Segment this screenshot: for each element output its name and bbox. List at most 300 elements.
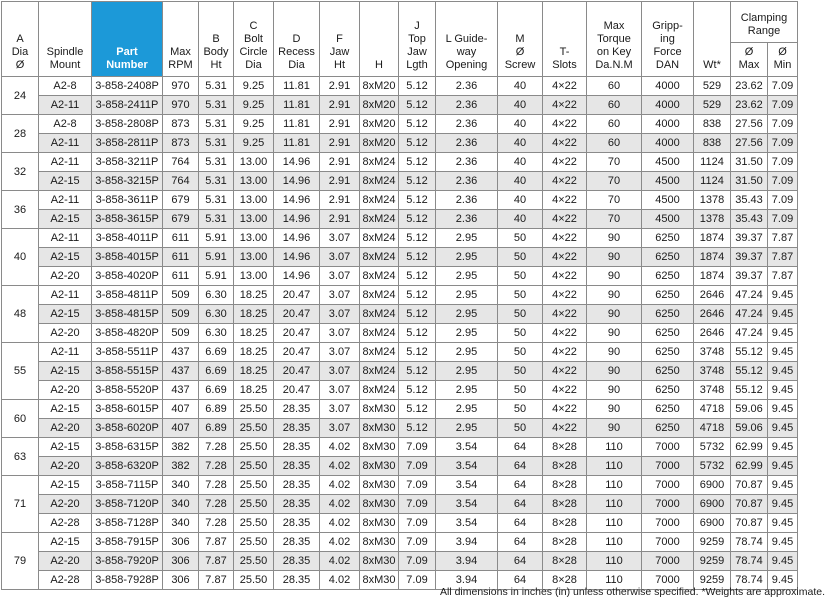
table-row — [2, 419, 831, 438]
cell-recess-dia: 28.35 — [274, 533, 320, 552]
cell-screw: 40 — [498, 96, 543, 115]
cell-jaw-ht: 3.07 — [320, 324, 360, 343]
cell-jaw-ht: 4.02 — [320, 476, 360, 495]
cell-jaw-ht: 4.02 — [320, 571, 360, 590]
cell-jaw-ht: 2.91 — [320, 153, 360, 172]
cell-h: 8xM24 — [360, 324, 399, 343]
cell-part-number: 3-858-7920P — [92, 552, 163, 571]
header-line: Torque — [597, 33, 631, 45]
cell-h: 8xM30 — [360, 552, 399, 571]
cell-max-torque: 90 — [587, 305, 642, 324]
cell-dia: 40 — [2, 229, 39, 286]
cell-clamp-min: 9.45 — [768, 514, 798, 533]
cell-h: 8xM30 — [360, 476, 399, 495]
table-row — [2, 324, 831, 343]
cell-t-slots: 4×22 — [543, 324, 587, 343]
cell-recess-dia: 11.81 — [274, 96, 320, 115]
cell-part-number: 3-858-7915P — [92, 533, 163, 552]
cell-max-torque: 110 — [587, 514, 642, 533]
header-line: F — [336, 33, 343, 45]
cell-t-slots: 8×28 — [543, 457, 587, 476]
cell-body-ht: 7.28 — [199, 457, 234, 476]
cell-weight: 529 — [694, 96, 731, 115]
header-line: Da.N.M — [595, 59, 633, 71]
table-row — [2, 77, 831, 96]
cell-guideway: 2.95 — [436, 324, 498, 343]
cell-weight: 2646 — [694, 324, 731, 343]
cell-clamp-max: 59.06 — [731, 400, 768, 419]
cell-part-number: 3-858-4811P — [92, 286, 163, 305]
cell-weight: 3748 — [694, 381, 731, 400]
cell-clamp-min: 7.87 — [768, 267, 798, 286]
cell-guideway: 2.95 — [436, 229, 498, 248]
col-top-jaw — [399, 2, 436, 77]
cell-bolt-circle: 25.50 — [234, 552, 274, 571]
cell-clamp-max: 27.56 — [731, 115, 768, 134]
cell-max-torque: 90 — [587, 343, 642, 362]
cell-clamp-min: 9.45 — [768, 324, 798, 343]
cell-part-number: 3-858-4011P — [92, 229, 163, 248]
cell-recess-dia: 11.81 — [274, 134, 320, 153]
cell-bolt-circle: 13.00 — [234, 191, 274, 210]
cell-recess-dia: 28.35 — [274, 571, 320, 590]
cell-clamp-max: 70.87 — [731, 476, 768, 495]
cell-clamp-max: 47.24 — [731, 305, 768, 324]
cell-dia: 79 — [2, 533, 39, 590]
cell-top-jaw: 7.09 — [399, 533, 436, 552]
cell-recess-dia: 28.35 — [274, 476, 320, 495]
cell-part-number: 3-858-2808P — [92, 115, 163, 134]
cell-h: 8xM30 — [360, 400, 399, 419]
cell-bolt-circle: 9.25 — [234, 96, 274, 115]
cell-bolt-circle: 25.50 — [234, 571, 274, 590]
header-line: Slots — [552, 59, 577, 71]
cell-screw: 64 — [498, 495, 543, 514]
cell-guideway: 3.54 — [436, 476, 498, 495]
cell-clamp-min: 9.45 — [768, 571, 798, 590]
table-row — [2, 476, 831, 495]
header-line: Screw — [504, 59, 536, 71]
cell-weight: 9259 — [694, 533, 731, 552]
cell-spindle-mount: A2-11 — [39, 343, 92, 362]
cell-guideway: 3.54 — [436, 457, 498, 476]
cell-max-rpm: 509 — [163, 324, 199, 343]
cell-gripping-force: 6250 — [642, 305, 694, 324]
cell-spindle-mount: A2-11 — [39, 286, 92, 305]
cell-body-ht: 5.91 — [199, 267, 234, 286]
cell-bolt-circle: 13.00 — [234, 172, 274, 191]
header-line: Wt* — [703, 59, 721, 71]
cell-clamp-max: 78.74 — [731, 571, 768, 590]
cell-max-rpm: 611 — [163, 229, 199, 248]
cell-max-rpm: 764 — [163, 153, 199, 172]
cell-spindle-mount: A2-11 — [39, 229, 92, 248]
cell-bolt-circle: 18.25 — [234, 343, 274, 362]
cell-part-number: 3-858-4820P — [92, 324, 163, 343]
header-line: Recess — [278, 46, 315, 58]
cell-max-torque: 110 — [587, 533, 642, 552]
cell-guideway: 2.95 — [436, 381, 498, 400]
table-row — [2, 248, 831, 267]
cell-clamp-min: 7.09 — [768, 191, 798, 210]
cell-guideway: 2.95 — [436, 343, 498, 362]
cell-max-rpm: 679 — [163, 191, 199, 210]
cell-max-torque: 70 — [587, 210, 642, 229]
cell-spindle-mount: A2-15 — [39, 476, 92, 495]
header-line: on Key — [596, 46, 632, 58]
cell-top-jaw: 5.12 — [399, 381, 436, 400]
cell-guideway: 2.95 — [436, 286, 498, 305]
cell-max-rpm: 970 — [163, 96, 199, 115]
cell-part-number: 3-858-6320P — [92, 457, 163, 476]
cell-weight: 529 — [694, 77, 731, 96]
cell-body-ht: 6.89 — [199, 400, 234, 419]
cell-clamp-max: 62.99 — [731, 438, 768, 457]
cell-max-rpm: 611 — [163, 248, 199, 267]
cell-bolt-circle: 25.50 — [234, 495, 274, 514]
cell-t-slots: 4×22 — [543, 115, 587, 134]
cell-bolt-circle: 18.25 — [234, 381, 274, 400]
cell-max-rpm: 873 — [163, 134, 199, 153]
col-body-ht — [199, 2, 234, 77]
cell-max-torque: 90 — [587, 248, 642, 267]
cell-max-torque: 60 — [587, 115, 642, 134]
cell-bolt-circle: 13.00 — [234, 153, 274, 172]
cell-gripping-force: 7000 — [642, 571, 694, 590]
cell-max-rpm: 437 — [163, 343, 199, 362]
cell-h: 8xM24 — [360, 191, 399, 210]
col-screw — [498, 2, 543, 77]
cell-guideway: 2.36 — [436, 191, 498, 210]
cell-clamp-max: 35.43 — [731, 210, 768, 229]
cell-dia: 71 — [2, 476, 39, 533]
header-line: Dia — [288, 59, 305, 71]
header-line: M — [515, 33, 525, 45]
header-line: Lgth — [406, 59, 428, 71]
cell-jaw-ht: 4.02 — [320, 457, 360, 476]
cell-recess-dia: 28.35 — [274, 419, 320, 438]
cell-max-torque: 110 — [587, 552, 642, 571]
cell-body-ht: 7.28 — [199, 514, 234, 533]
cell-spindle-mount: A2-15 — [39, 248, 92, 267]
cell-h: 8xM20 — [360, 96, 399, 115]
cell-max-rpm: 382 — [163, 457, 199, 476]
header-line: DAN — [655, 59, 680, 71]
cell-weight: 1378 — [694, 191, 731, 210]
cell-part-number: 3-858-4015P — [92, 248, 163, 267]
header-line: RPM — [168, 59, 193, 71]
col-spindle-mount — [39, 2, 92, 77]
cell-gripping-force: 4500 — [642, 153, 694, 172]
cell-body-ht: 5.31 — [199, 96, 234, 115]
header-line: Opening — [445, 59, 488, 71]
cell-recess-dia: 14.96 — [274, 229, 320, 248]
cell-weight: 3748 — [694, 362, 731, 381]
cell-gripping-force: 7000 — [642, 476, 694, 495]
col-part-number — [92, 2, 163, 77]
cell-dia: 63 — [2, 438, 39, 476]
cell-guideway: 2.95 — [436, 419, 498, 438]
cell-top-jaw: 5.12 — [399, 362, 436, 381]
cell-recess-dia: 14.96 — [274, 172, 320, 191]
cell-weight: 5732 — [694, 438, 731, 457]
cell-screw: 40 — [498, 115, 543, 134]
cell-jaw-ht: 3.07 — [320, 305, 360, 324]
cell-max-torque: 90 — [587, 229, 642, 248]
cell-weight: 838 — [694, 115, 731, 134]
cell-part-number: 3-858-4020P — [92, 267, 163, 286]
cell-jaw-ht: 3.07 — [320, 343, 360, 362]
table-row — [2, 115, 831, 134]
table-row — [2, 153, 831, 172]
table-body — [2, 77, 831, 590]
cell-max-rpm: 306 — [163, 533, 199, 552]
cell-bolt-circle: 18.25 — [234, 362, 274, 381]
header-line: Top — [408, 33, 426, 45]
cell-gripping-force: 6250 — [642, 419, 694, 438]
header-line: C — [249, 20, 258, 32]
cell-recess-dia: 28.35 — [274, 438, 320, 457]
cell-guideway: 3.94 — [436, 571, 498, 590]
header-line: L Guide- — [445, 33, 488, 45]
header-line: Ø — [744, 46, 754, 58]
cell-top-jaw: 5.12 — [399, 324, 436, 343]
cell-clamp-max: 31.50 — [731, 172, 768, 191]
header-line: Dia — [245, 59, 262, 71]
cell-part-number: 3-858-5520P — [92, 381, 163, 400]
cell-spindle-mount: A2-11 — [39, 153, 92, 172]
header-line: J — [414, 20, 420, 32]
header-line: Jaw — [329, 46, 350, 58]
cell-clamp-min: 7.09 — [768, 77, 798, 96]
cell-clamp-min: 7.87 — [768, 248, 798, 267]
cell-body-ht: 6.69 — [199, 381, 234, 400]
cell-weight: 1378 — [694, 210, 731, 229]
cell-bolt-circle: 18.25 — [234, 324, 274, 343]
header-line: D — [292, 33, 301, 45]
cell-clamp-min: 7.09 — [768, 210, 798, 229]
cell-screw: 50 — [498, 343, 543, 362]
cell-top-jaw: 5.12 — [399, 229, 436, 248]
cell-gripping-force: 6250 — [642, 362, 694, 381]
cell-clamp-max: 70.87 — [731, 514, 768, 533]
col-dia — [2, 2, 39, 77]
cell-body-ht: 5.91 — [199, 248, 234, 267]
cell-recess-dia: 28.35 — [274, 495, 320, 514]
cell-top-jaw: 5.12 — [399, 96, 436, 115]
table-row — [2, 400, 831, 419]
cell-guideway: 2.36 — [436, 210, 498, 229]
cell-max-torque: 90 — [587, 286, 642, 305]
cell-weight: 1124 — [694, 153, 731, 172]
cell-recess-dia: 20.47 — [274, 286, 320, 305]
cell-clamp-min: 9.45 — [768, 476, 798, 495]
cell-bolt-circle: 13.00 — [234, 267, 274, 286]
table-row — [2, 172, 831, 191]
cell-guideway: 2.36 — [436, 96, 498, 115]
cell-spindle-mount: A2-28 — [39, 571, 92, 590]
cell-t-slots: 4×22 — [543, 267, 587, 286]
header-line: Circle — [239, 46, 268, 58]
cell-max-torque: 110 — [587, 438, 642, 457]
cell-part-number: 3-858-7115P — [92, 476, 163, 495]
cell-guideway: 2.95 — [436, 248, 498, 267]
cell-h: 8xM24 — [360, 381, 399, 400]
cell-screw: 64 — [498, 438, 543, 457]
cell-spindle-mount: A2-15 — [39, 172, 92, 191]
col-clamping-range — [731, 2, 798, 43]
cell-h: 8xM24 — [360, 153, 399, 172]
cell-bolt-circle: 18.25 — [234, 286, 274, 305]
cell-weight: 9259 — [694, 552, 731, 571]
cell-clamp-max: 47.24 — [731, 324, 768, 343]
cell-screw: 50 — [498, 400, 543, 419]
cell-screw: 40 — [498, 172, 543, 191]
table-row — [2, 267, 831, 286]
cell-top-jaw: 7.09 — [399, 552, 436, 571]
cell-weight: 6900 — [694, 514, 731, 533]
cell-bolt-circle: 13.00 — [234, 210, 274, 229]
table-row — [2, 438, 831, 457]
cell-body-ht: 5.31 — [199, 115, 234, 134]
cell-top-jaw: 7.09 — [399, 438, 436, 457]
cell-spindle-mount: A2-15 — [39, 400, 92, 419]
cell-clamp-max: 23.62 — [731, 77, 768, 96]
header-line: Part — [116, 46, 138, 58]
cell-weight: 1124 — [694, 172, 731, 191]
cell-recess-dia: 11.81 — [274, 115, 320, 134]
cell-part-number: 3-858-2408P — [92, 77, 163, 96]
cell-jaw-ht: 2.91 — [320, 134, 360, 153]
cell-screw: 50 — [498, 305, 543, 324]
cell-max-rpm: 407 — [163, 419, 199, 438]
cell-max-rpm: 382 — [163, 438, 199, 457]
cell-clamp-min: 7.09 — [768, 115, 798, 134]
header-line: Force — [653, 46, 682, 58]
cell-bolt-circle: 25.50 — [234, 457, 274, 476]
cell-jaw-ht: 3.07 — [320, 362, 360, 381]
cell-part-number: 3-858-6315P — [92, 438, 163, 457]
cell-jaw-ht: 3.07 — [320, 381, 360, 400]
cell-gripping-force: 7000 — [642, 533, 694, 552]
header-line: Bolt — [244, 33, 263, 45]
table-row — [2, 381, 831, 400]
cell-guideway: 2.36 — [436, 153, 498, 172]
cell-t-slots: 4×22 — [543, 343, 587, 362]
cell-clamp-max: 47.24 — [731, 286, 768, 305]
cell-max-rpm: 970 — [163, 77, 199, 96]
cell-guideway: 3.94 — [436, 533, 498, 552]
cell-spindle-mount: A2-20 — [39, 381, 92, 400]
cell-max-torque: 90 — [587, 400, 642, 419]
cell-gripping-force: 6250 — [642, 248, 694, 267]
cell-gripping-force: 4000 — [642, 115, 694, 134]
cell-part-number: 3-858-7928P — [92, 571, 163, 590]
cell-h: 8xM30 — [360, 571, 399, 590]
cell-clamp-max: 62.99 — [731, 457, 768, 476]
header-line: Gripp- — [652, 20, 683, 32]
cell-clamp-min: 7.09 — [768, 172, 798, 191]
cell-gripping-force: 7000 — [642, 514, 694, 533]
cell-h: 8xM24 — [360, 267, 399, 286]
cell-max-rpm: 306 — [163, 571, 199, 590]
cell-body-ht: 5.31 — [199, 172, 234, 191]
cell-dia: 32 — [2, 153, 39, 191]
table-row — [2, 457, 831, 476]
cell-h: 8xM24 — [360, 248, 399, 267]
cell-weight: 6900 — [694, 476, 731, 495]
header-line: Ø — [15, 59, 25, 71]
cell-clamp-min: 9.45 — [768, 400, 798, 419]
cell-part-number: 3-858-4815P — [92, 305, 163, 324]
cell-max-rpm: 611 — [163, 267, 199, 286]
cell-spindle-mount: A2-11 — [39, 191, 92, 210]
cell-recess-dia: 14.96 — [274, 191, 320, 210]
cell-clamp-min: 9.45 — [768, 552, 798, 571]
cell-guideway: 3.54 — [436, 438, 498, 457]
cell-jaw-ht: 3.07 — [320, 267, 360, 286]
cell-t-slots: 8×28 — [543, 495, 587, 514]
cell-dia: 48 — [2, 286, 39, 343]
cell-guideway: 2.36 — [436, 172, 498, 191]
cell-jaw-ht: 4.02 — [320, 552, 360, 571]
cell-screw: 50 — [498, 286, 543, 305]
cell-screw: 50 — [498, 381, 543, 400]
cell-body-ht: 6.30 — [199, 324, 234, 343]
table-row — [2, 533, 831, 552]
cell-max-torque: 110 — [587, 457, 642, 476]
cell-max-torque: 70 — [587, 172, 642, 191]
cell-top-jaw: 5.12 — [399, 267, 436, 286]
cell-body-ht: 6.89 — [199, 419, 234, 438]
cell-guideway: 2.36 — [436, 134, 498, 153]
cell-part-number: 3-858-3215P — [92, 172, 163, 191]
cell-clamp-min: 9.45 — [768, 305, 798, 324]
cell-t-slots: 4×22 — [543, 229, 587, 248]
cell-t-slots: 4×22 — [543, 96, 587, 115]
cell-t-slots: 4×22 — [543, 77, 587, 96]
cell-gripping-force: 4500 — [642, 191, 694, 210]
cell-max-rpm: 873 — [163, 115, 199, 134]
cell-clamp-max: 59.06 — [731, 419, 768, 438]
cell-jaw-ht: 4.02 — [320, 495, 360, 514]
cell-top-jaw: 5.12 — [399, 115, 436, 134]
table-row — [2, 552, 831, 571]
cell-screw: 50 — [498, 362, 543, 381]
cell-max-torque: 90 — [587, 267, 642, 286]
cell-clamp-max: 70.87 — [731, 495, 768, 514]
cell-guideway: 3.94 — [436, 552, 498, 571]
cell-h: 8xM20 — [360, 134, 399, 153]
cell-clamp-max: 35.43 — [731, 191, 768, 210]
cell-bolt-circle: 13.00 — [234, 248, 274, 267]
cell-gripping-force: 4000 — [642, 96, 694, 115]
cell-top-jaw: 5.12 — [399, 343, 436, 362]
col-max-torque — [587, 2, 642, 77]
cell-max-torque: 60 — [587, 96, 642, 115]
cell-weight: 2646 — [694, 286, 731, 305]
cell-bolt-circle: 25.50 — [234, 438, 274, 457]
header-line: B — [212, 33, 220, 45]
cell-dia: 55 — [2, 343, 39, 400]
cell-part-number: 3-858-7128P — [92, 514, 163, 533]
col-h — [360, 2, 399, 77]
cell-h: 8xM30 — [360, 533, 399, 552]
col-t-slots — [543, 2, 587, 77]
header-line: T- — [559, 46, 570, 58]
cell-clamp-min: 7.87 — [768, 229, 798, 248]
header-line: Ht — [334, 59, 345, 71]
